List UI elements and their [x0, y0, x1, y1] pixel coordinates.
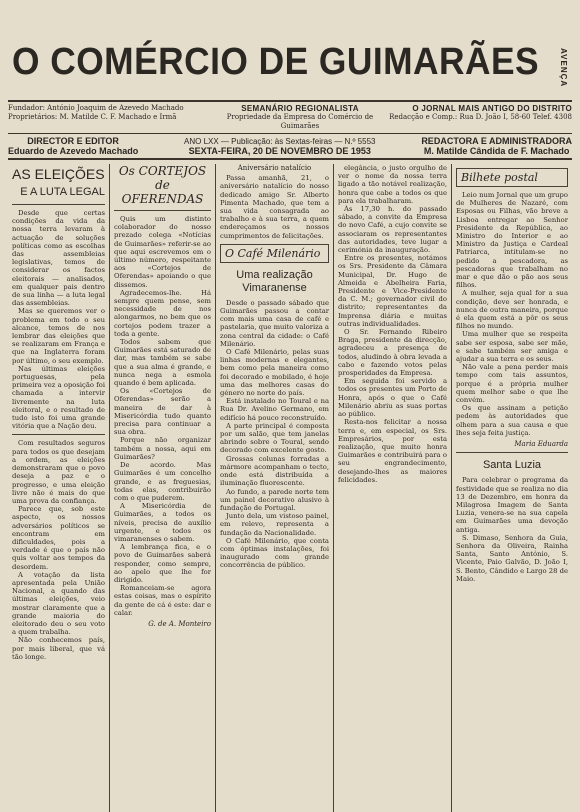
cafe-headline: Uma realização Vimaranense [236, 268, 313, 294]
article-paragraph: Está instalado no Toural e na Rua Dr. Avelino Germano, em edifício há pouco reconstruído. [220, 397, 329, 422]
info-row [8, 102, 572, 133]
director-block [8, 136, 138, 156]
column-bilhete [452, 164, 572, 812]
article-paragraph: A parte principal é composta por um salão, que tem janelas abrindo sobre o Toural, sendo decorado com excelente gosto. [220, 421, 329, 455]
article-paragraph: elegância, o justo orgulho de ver o nome da nossa terra ligado a tão notável realização, honra que cabe a todos os que para ela trabalharam. [338, 164, 447, 205]
column-separator [12, 434, 105, 435]
oldest-label: O JORNAL MAIS ANTIGO DO DISTRITO [412, 104, 572, 113]
article-paragraph: A mulher, seja qual for a sua condição, deve ser honrada, e nunca de outra maneira, porque é ela quem está a pôr os seus filhos no mundo. [456, 289, 568, 331]
article-paragraph: Porque não organizar também a nossa, aqui em Guimarães? [114, 436, 211, 461]
article-paragraph: Passa amanhã, 21, o aniversário natalício do nosso dedicado amigo Sr. Alberto Pimenta Machado, que tem a sua vida consagrada ao trabalho e à sua terra, a quem endereçamos os nossos cumprimentos de felicitações. [220, 174, 329, 240]
aniversario-kicker: Aniversário natalício [237, 164, 312, 172]
eleicoes-subtitle: E A LUTA LEGAL [20, 186, 105, 198]
article-paragraph: A Misericórdia de Guimarães, a todos os níveis, precisa de auxílio urgente, e todos os vimaranenses o sabem. [114, 502, 211, 543]
article-paragraph: Não vale a pena perder mais tempo com tais assuntos, porque é a própria mulher quem melhor sabe o que lhe convém. [456, 363, 568, 405]
founder-block [8, 104, 223, 122]
article-paragraph: Os «Cortejos de Oferendas» serão a maneira de dar à Misericórdia tudo quanto precisa para continuar a sua obra. [114, 387, 211, 437]
article-paragraph: Em seguida foi servido a todos os presentes um Porto de Honra, após o que o Café Milenário abriu as suas portas ao público. [338, 377, 447, 419]
article-paragraph: Com resultados seguros para todos os que desejam a ordem, as eleições demonstraram que o povo deseja a paz e o progresso, e uma eleição livre não é mais do que uma prova da confiança. [12, 439, 105, 505]
article-paragraph: Leio num Jornal que um grupo de Mulheres de Nazaré, com Esposas ou Filhas, vão breve a Lisboa entregar ao Senhor Presidente da República, ao Ministro do Interior e ao Ministro da Justiça e Cardeal Patriarca, intitulam-se no pedido a pescadora, as pescadoras que trabalham no mar e que dão o pão aos seus filhos. [456, 191, 568, 290]
article-paragraph: De acordo. Mas Guimarães é um concelho grande, e as freguesias, todas elas, contribuirão com o que puderem. [114, 461, 211, 502]
article-paragraph: S. Dimaso, Senhora da Guia, Senhora da Oliveira, Rainha Santa, Santo António, S. Vicente, Paio Galvão, D. João I, S. Bento, Cândido e Largo 28 de Maio. [456, 533, 568, 583]
admin-name: M. Matilde Cândida de F. Machado [423, 146, 570, 156]
article-paragraph: Ao fundo, a parede norte tem um painel decorativo alusivo à fundação de Portugal. [220, 487, 329, 512]
masthead [8, 0, 572, 100]
article-paragraph: Todos sabem que Guimarães está saturado de dar, mas também se sabe que a sua alma é grande, e nunca nega a esmola quando é bem aplicada. [114, 338, 211, 388]
bilhete-signature: Maria Eduarda [514, 440, 568, 449]
avenca-label: AVENÇA [559, 48, 568, 88]
article-paragraph: A votação da lista apresentada pela União Nacional, a quando das últimas eleições, veio mostrar claramente que a grande maioria do eleitorado deu o seu voto a quem trabalha. [12, 570, 105, 637]
bilhete-title: Bilhete postal [456, 168, 568, 187]
cortejos-title: Os CORTEJOS de OFERENDAS [118, 164, 207, 206]
director-row [8, 134, 572, 158]
weekly-label: SEMANÁRIO REGIONALISTA [241, 104, 359, 113]
article-paragraph: O Café Milenário, pelas suas linhas modernas e elegantes, bem como pela maneira como foi decorado e mobilado, é hoje uma das melhores casas do género no norte do país. [220, 348, 329, 398]
columns [8, 160, 572, 812]
column-cafe-continued [334, 164, 452, 812]
article-paragraph: Não conhecemos país, por mais liberal, que vá tão longe. [12, 636, 105, 661]
article-paragraph: Nas últimas eleições portuguesas, pela primeira vez a oposição foi chamada a intervir livremente na luta eleitoral, e o resultado de tudo isto foi uma grande vitória que a Nação deu. [12, 364, 105, 431]
article-paragraph: A lembrança fica, e o povo de Guimarães saberá responder, como sempre, ao apelo que lhe for dirigido. [114, 543, 211, 584]
article-paragraph: Uma mulher que se respeita sabe ser esposa, sabe ser mãe, e sabe também ser amiga e ajudar a sua terra e os seus. [456, 330, 568, 364]
date-line: SEXTA-FEIRA, 20 DE NOVEMBRO DE 1953 [188, 145, 371, 156]
article-paragraph: Agradecemos-lhe. Há sempre quem pense, sem necessidade de nos alongarmos, no bem que os cortejos podem trazer a toda a gente. [114, 288, 211, 338]
column-separator [456, 452, 568, 453]
column-cafe [216, 164, 334, 812]
issue-line: ANO LXX — Publicação: às Sextas-feiras — N.º 5553 [184, 136, 376, 146]
admin-block [421, 136, 572, 156]
column-cortejos [110, 164, 216, 812]
article-paragraph: Mas se queremos ver o problema em todo o seu alcance, temos de nos lembrar das eleições que se realizaram em França e que na Inglaterra foram por último, o seu exemplo. [12, 307, 105, 365]
article-paragraph: Desde o passado sábado que Guimarães passou a contar com mais uma casa de café e pastelaria, que muito valoriza a zona central da cidade: o Café Milenário. [220, 298, 329, 348]
article-paragraph: Os que assinam a petição pedem às autoridades que olhem para a sua causa e que lhes seja feita justiça. [456, 404, 568, 437]
cortejos-signature: G. de A. Monteiro [148, 619, 211, 628]
director-name: Eduardo de Azevedo Machado [8, 146, 139, 156]
eleicoes-title: AS ELEIÇÕES [12, 166, 105, 182]
article-paragraph: Romanceiam-se agora estas coisas, mas o espírito da gente de cá é este: dar e calar. [114, 584, 211, 617]
weekly-block [225, 104, 375, 131]
article-paragraph: Junto dela, um vistoso painel, em relevo, representa a fundação da Nacionalidade. [220, 512, 329, 537]
column-separator [12, 204, 105, 205]
article-paragraph: Resta-nos felicitar a nossa terra e, em especial, os Srs. Empresários, por esta realização, que muito honra Guimarães e contribuirá para o seu engrandecimento, desejando-lhes as maiores felicidades. [338, 418, 447, 484]
article-paragraph: Entre os presentes, notámos os Srs. Presidente da Câmara Municipal, Dr. Hugo de Almeida e Abelheira Faria, Presidente e Vice-Presidente da C. M.; governador civil do distrito; representantes da Imprensa diária e muitas outras individualidades. [338, 254, 447, 328]
newspaper-title: O COMÉRCIO DE GUIMARÃES [12, 41, 540, 83]
article-paragraph: Para celebrar o programa da festividade que se realiza no dia 13 de Dezembro, em honra da Milagrosa Imagem de Santa Luzia, venera-se na sua capela em Guimarães uma devoção antiga. [456, 476, 568, 534]
article-paragraph: Quis um distinto colaborador do nosso prezado colega «Notícias de Guimarães» referir-se ao que aqui escrevemos em o último número, respeitante aos «Cortejos de Oferendas» apoiando o que dissemos. [114, 215, 211, 289]
santa-luzia-title: Santa Luzia [482, 459, 542, 472]
address-line: Redacção e Comp.: Rua D. João I, 58-60 Telef. 4308 [389, 113, 572, 121]
cafe-section-title: O Café Milenário [220, 244, 329, 263]
founder-line: Fundador: António Joaquim de Azevedo Machado [8, 104, 184, 112]
article-paragraph: O Sr. Fernando Ribeiro Braga, presidente da direcção, agradeceu a presença de todos, aludindo à obra levada a cabo e fazendo votos pelas prosperidades da Empresa. [338, 328, 447, 378]
weekly-sub: Propriedade da Empresa do Comércio de Guimarães [226, 113, 374, 130]
director-label: DIRECTOR E EDITOR [27, 136, 119, 146]
article-paragraph: Parece que, sob este aspecto, os nossos adversários políticos se encontram em dificuldades, pois a verdade é que o país não quis voltar aos tempos da desordem. [12, 505, 105, 571]
admin-label: REDACTORA E ADMINISTRADORA [421, 136, 572, 146]
article-paragraph: Às 17,30 h. do passado sábado, a convite da Empresa do novo Café, a cujo convite se associaram os representantes das autoridades, teve lugar a cerimónia da inauguração. [338, 205, 447, 255]
column-separator [114, 210, 211, 211]
article-paragraph: Grossas colunas forradas a mármore acompanham o tecto, onde está distribuída a iluminação fluorescente. [220, 454, 329, 488]
article-paragraph: Desde que certas condições da vida da nossa terra levaram à actuação de soluções políticas como as escolhas das assembleias legislativas, temos de considerar os factos eleitorais — analisados, em qualquer pais dentro de sua linha — a luta legal das assembleias. [12, 209, 105, 308]
issue-block [184, 137, 375, 156]
oldest-block [377, 104, 572, 122]
article-paragraph: O Café Milenário, que conta com óptimas instalações, foi inaugurado com grande concorrência de público. [220, 536, 329, 570]
column-eleicoes [8, 164, 110, 812]
owners-line: Proprietários: M. Matilde C. F. Machado e Irmã [8, 113, 177, 121]
